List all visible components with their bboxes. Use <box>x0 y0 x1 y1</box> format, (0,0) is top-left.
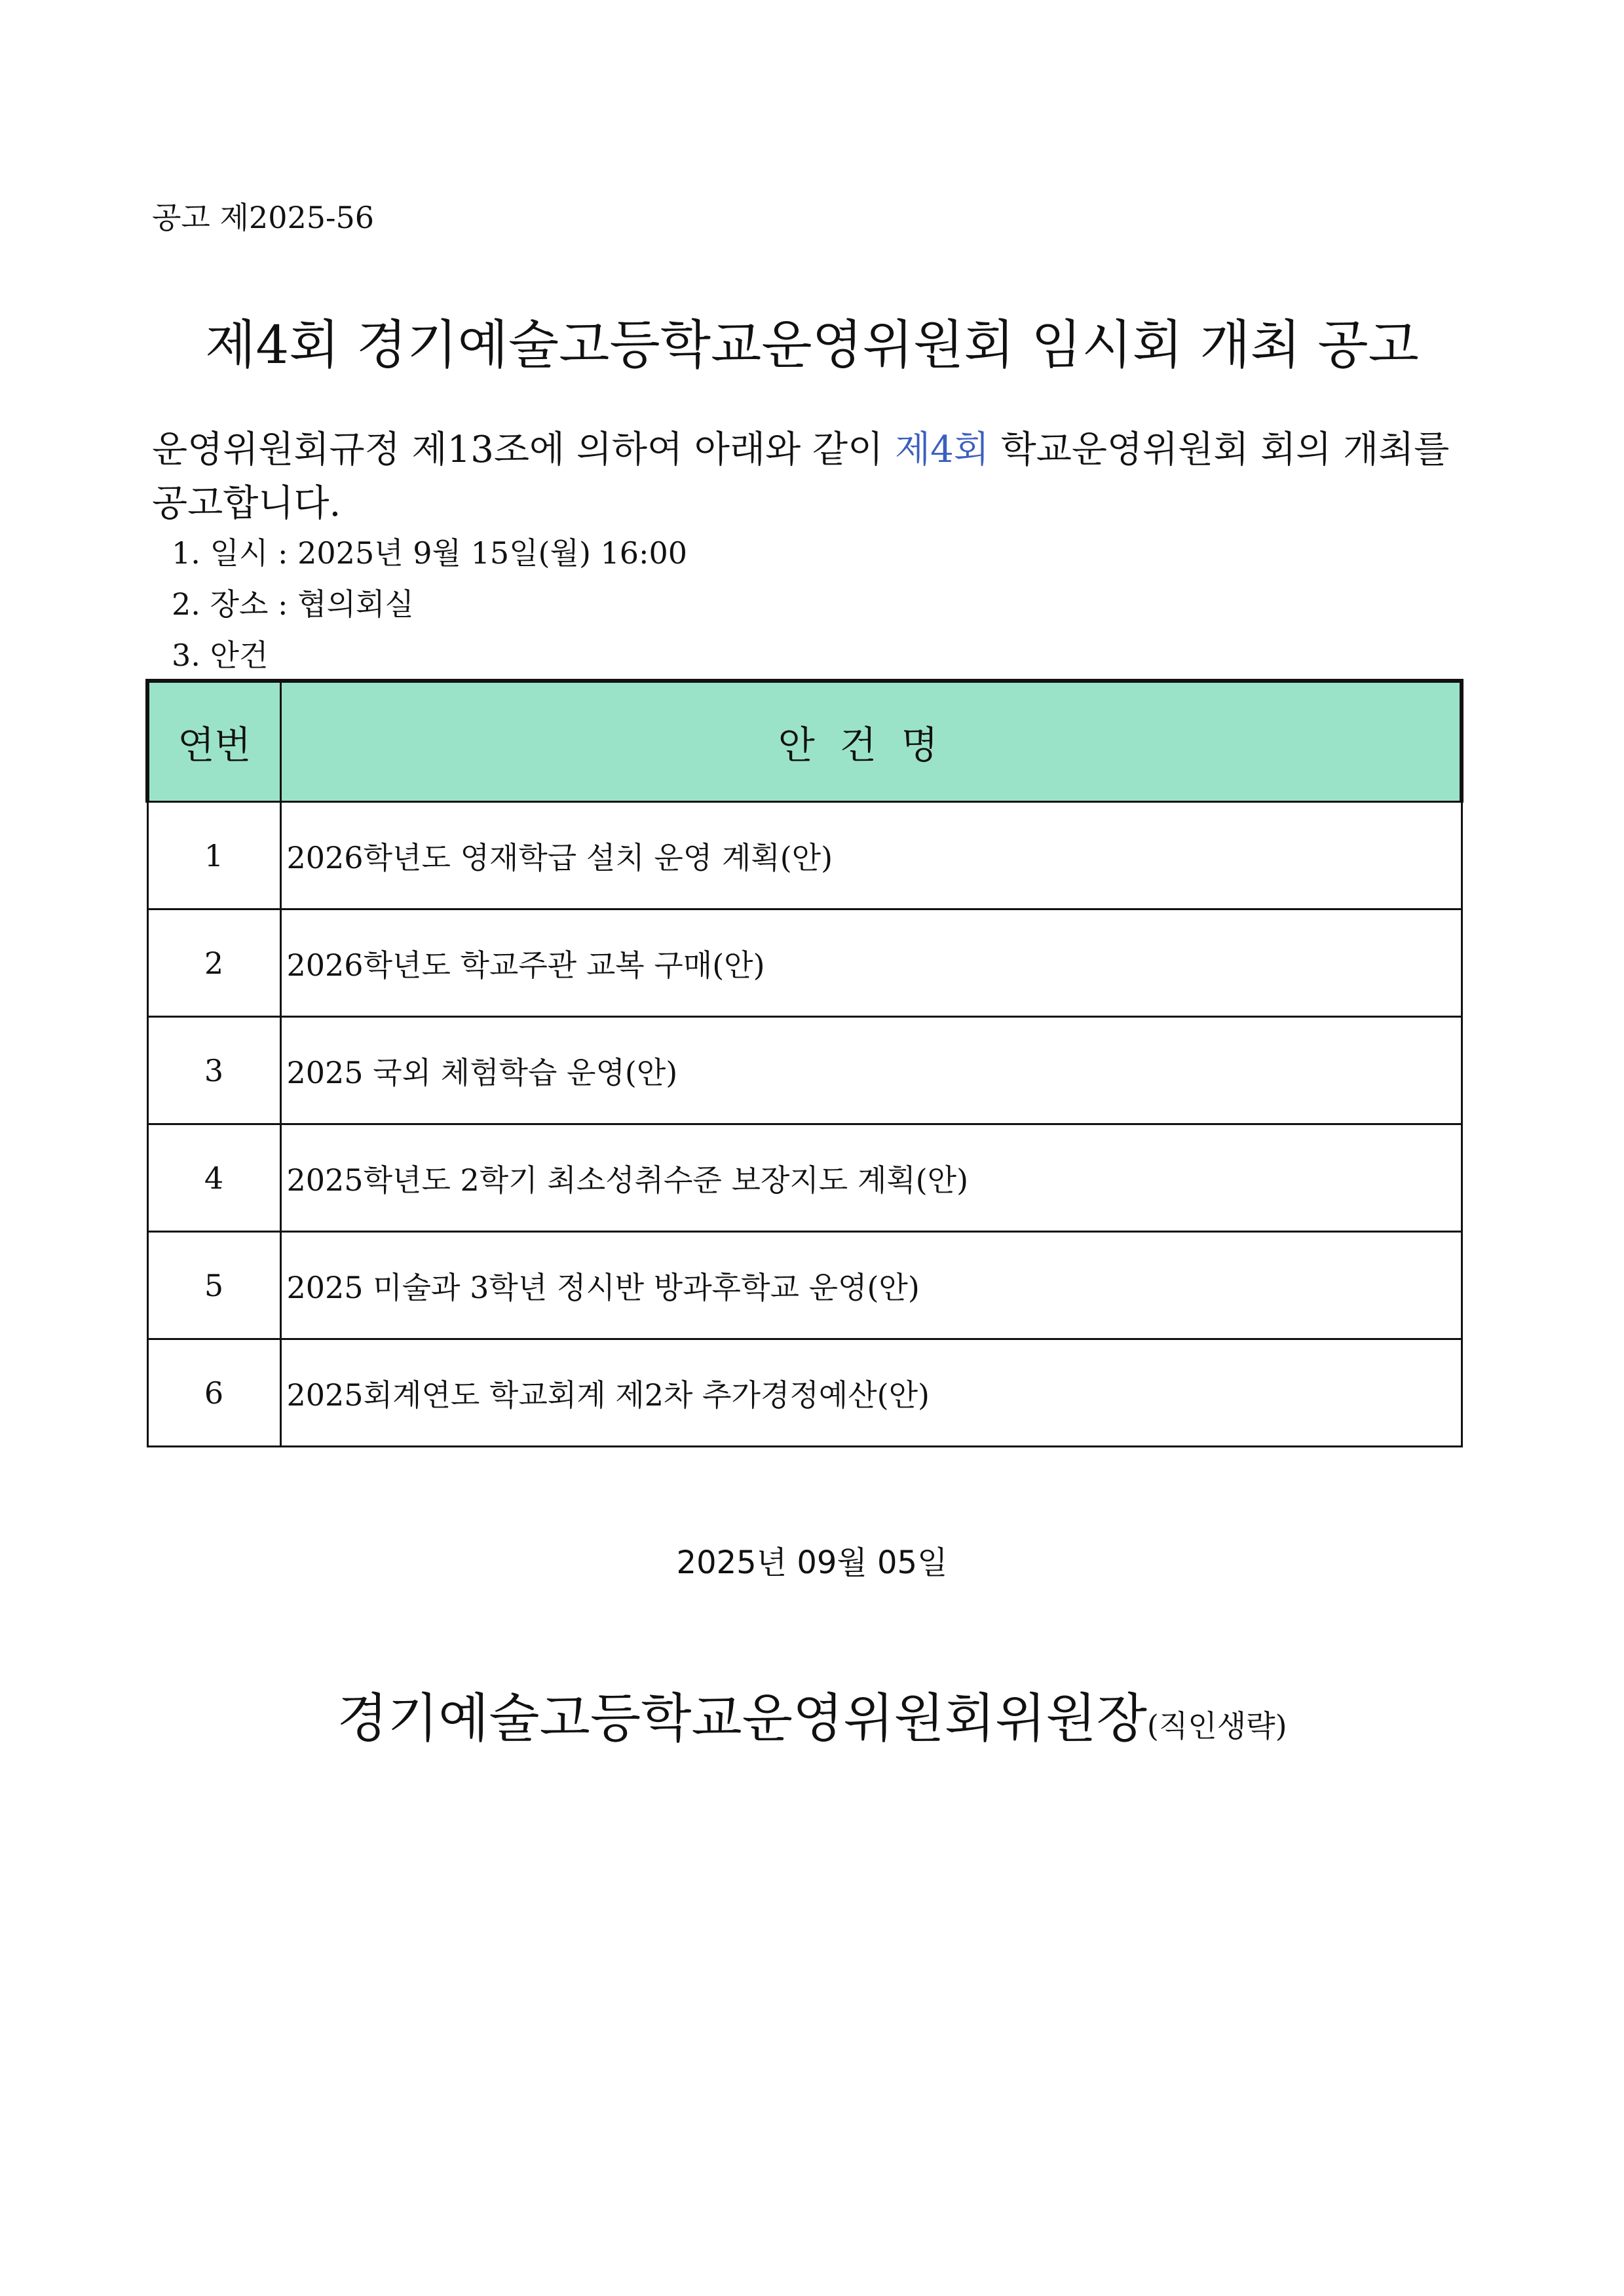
intro-paragraph <box>152 423 1488 531</box>
row-title: 2026학년도 영재학급 설치 운영 계획(안) <box>280 802 1462 909</box>
table-row <box>147 1017 1462 1124</box>
detail-separator: : <box>268 586 298 622</box>
detail-separator: : <box>268 535 298 571</box>
detail-agenda <box>172 632 268 675</box>
table-row <box>147 802 1462 909</box>
detail-label: 3. 안건 <box>172 638 269 673</box>
row-title: 2025회계연도 학교회계 제2차 추가경정예산(안) <box>280 1339 1462 1447</box>
notice-date: 2025년 09월 05일 <box>676 1544 948 1581</box>
row-number: 5 <box>147 1232 280 1339</box>
intro-text-before: 운영위원회규정 제13조에 의하여 아래와 같이 <box>152 429 895 471</box>
row-title: 2025학년도 2학기 최소성취수준 보장지도 계획(안) <box>280 1124 1462 1232</box>
detail-value: 협의회실 <box>297 586 414 622</box>
table-row <box>147 1124 1462 1232</box>
header-title: 안건명 <box>280 681 1462 802</box>
agenda-header-row <box>147 681 1462 802</box>
row-number: 2 <box>147 909 280 1017</box>
table-row <box>147 1232 1462 1339</box>
row-title: 2026학년도 학교주관 교복 구매(안) <box>280 909 1462 1017</box>
row-number: 3 <box>147 1017 280 1124</box>
chairperson-signature <box>0 1676 1624 1751</box>
chairperson-name: 경기예술고등학교운영위원회위원장 <box>337 1688 1147 1749</box>
page-title: 제4회 경기예술고등학교운영위원회 임시회 개최 공고 <box>205 315 1419 375</box>
detail-place <box>172 581 414 624</box>
detail-value: 2025년 9월 15일(월) 16:00 <box>297 535 688 571</box>
seal-note: (직인생략) <box>1146 1708 1287 1744</box>
row-title: 2025 미술과 3학년 정시반 방과후학교 운영(안) <box>280 1232 1462 1339</box>
intro-highlight: 제4회 <box>895 429 989 471</box>
row-number: 1 <box>147 802 280 909</box>
notice-number: 공고 제2025-56 <box>152 200 375 235</box>
agenda-table <box>145 679 1463 1447</box>
header-number: 연번 <box>147 681 280 802</box>
row-number: 6 <box>147 1339 280 1447</box>
table-row <box>147 1339 1462 1447</box>
detail-label: 2. 장소 <box>172 586 269 622</box>
row-number: 4 <box>147 1124 280 1232</box>
table-row <box>147 909 1462 1017</box>
row-title: 2025 국외 체험학습 운영(안) <box>280 1017 1462 1124</box>
intro-text-after: 학교운영위원회 회의 개최를 공고합니다. <box>152 429 1450 525</box>
detail-label: 1. 일시 <box>172 535 269 571</box>
detail-datetime <box>172 529 687 573</box>
